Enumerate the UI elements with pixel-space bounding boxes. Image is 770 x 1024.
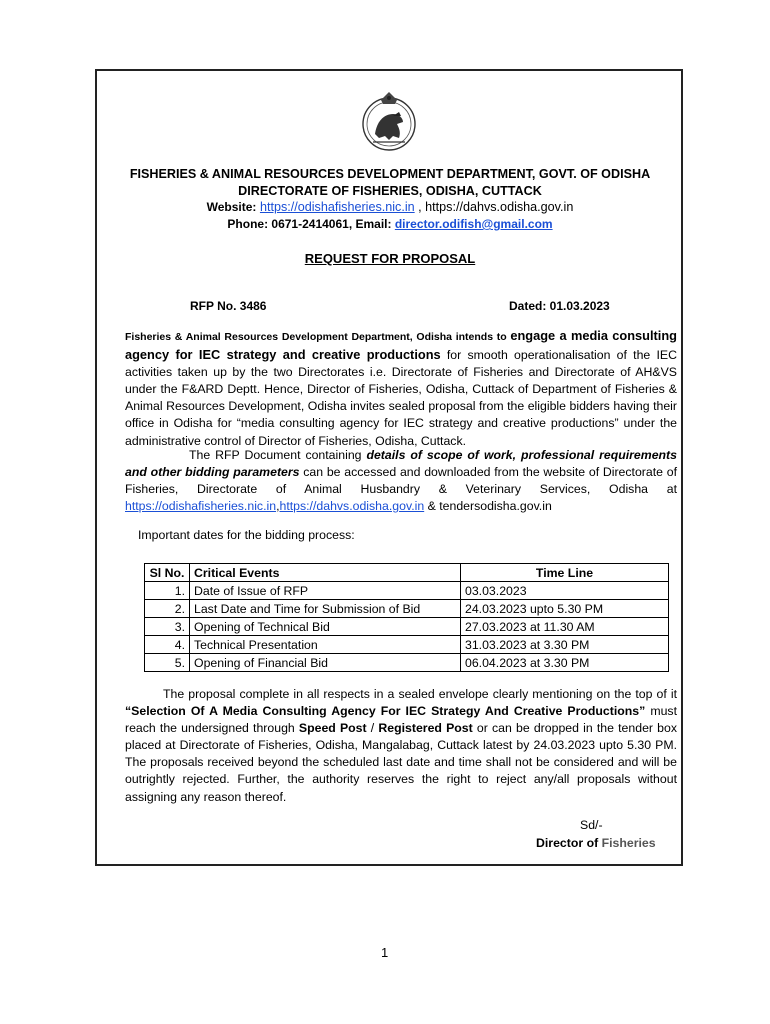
website-dahvs: , https://dahvs.odisha.gov.in <box>418 200 574 214</box>
cell-slno: 5. <box>145 654 190 672</box>
header-events: Critical Events <box>190 564 461 582</box>
intro-lead: Fisheries & Animal Resources Development Department, Odisha intends to <box>125 331 511 343</box>
cell-slno: 1. <box>145 582 190 600</box>
intro-bold: engage a media consulting agency for IEC strategy and creative productions <box>125 328 677 363</box>
cell-timeline: 03.03.2023 <box>461 582 669 600</box>
table-header-row <box>145 564 669 582</box>
header-slno: Sl No. <box>145 564 190 582</box>
critical-dates-table <box>144 563 669 672</box>
cell-slno: 4. <box>145 636 190 654</box>
website-link-fisheries[interactable]: https://odishafisheries.nic.in <box>259 200 415 214</box>
cell-timeline: 06.04.2023 at 3.30 PM <box>461 654 669 672</box>
document-title: REQUEST FOR PROPOSAL <box>304 251 476 266</box>
rfp-date: Dated: 01.03.2023 <box>509 299 610 313</box>
sub-lead: The proposal complete in all respects in a sealed envelope clearly mentioning on the top of it <box>163 687 677 701</box>
rfp-number: RFP No. 3486 <box>190 299 267 313</box>
department-heading: FISHERIES & ANIMAL RESOURCES DEVELOPMENT DEPARTMENT, GOVT. OF ODISHA <box>129 167 651 181</box>
important-dates-label: Important dates for the bidding process: <box>138 528 355 542</box>
email-link[interactable]: director.odifish@gmail.com <box>394 217 553 231</box>
signatory <box>536 836 656 850</box>
link-dahvs[interactable]: https://dahvs.odisha.gov.in <box>279 499 425 514</box>
table-row <box>145 654 669 672</box>
phone-label: Phone: 0671-2414061, Email: <box>227 217 392 231</box>
cell-timeline: 31.03.2023 at 3.30 PM <box>461 636 669 654</box>
link-odishafisheries[interactable]: https://odishafisheries.nic.in <box>125 499 277 514</box>
cell-event: Last Date and Time for Submission of Bid <box>190 600 461 618</box>
intro-paragraph <box>125 327 677 450</box>
sub-mid: must reach the undersigned through <box>125 704 677 736</box>
speed-post: Speed Post <box>298 721 367 736</box>
cell-event: Opening of Technical Bid <box>190 618 461 636</box>
signatory-dept: Fisheries <box>601 836 656 850</box>
sub-rest: or can be dropped in the tender box placed at Directorate of Fisheries, Odisha, Mangalabag, Cuttack latest by 24.03.2023 upto 5.30 PM. The proposals received beyond the scheduled last date and time shall not be considered and will be outrightly rejected. Further, the authority reserves the right to reject any/all proposals without assigning any reason thereof. <box>125 721 677 804</box>
document-paragraph <box>125 447 677 515</box>
signatory-title: Director of <box>536 836 602 850</box>
doc-lead: The RFP Document containing <box>189 448 367 462</box>
cell-timeline: 24.03.2023 upto 5.30 PM <box>461 600 669 618</box>
table-row <box>145 582 669 600</box>
doc-tail: & tendersodisha.gov.in <box>424 499 552 514</box>
website-label: Website: <box>206 200 257 214</box>
table-row <box>145 600 669 618</box>
cell-slno: 3. <box>145 618 190 636</box>
contact-line <box>97 217 683 231</box>
table-row <box>145 618 669 636</box>
registered-post: Registered Post <box>378 721 473 736</box>
website-line <box>97 200 683 214</box>
submission-paragraph <box>125 686 677 806</box>
cell-event: Opening of Financial Bid <box>190 654 461 672</box>
header-timeline: Time Line <box>461 564 669 582</box>
signature-sd: Sd/- <box>580 818 603 832</box>
doc-bold: details of scope of work, professional requirements and other bidding parameters <box>125 448 677 480</box>
page-number: 1 <box>381 945 389 960</box>
doc-mid: can be accessed and downloaded from the website of Directorate of Fisheries, Directorate of Animal Husbandry & Veterinary Services, Odisha at <box>125 465 677 497</box>
sub-title-bold: “Selection Of A Media Consulting Agency For IEC Strategy And Creative Productions” <box>125 704 646 719</box>
cell-event: Date of Issue of RFP <box>190 582 461 600</box>
directorate-heading: DIRECTORATE OF FISHERIES, ODISHA, CUTTACK <box>238 184 542 198</box>
intro-rest: for smooth operationalisation of the IEC activities taken up by the two Directorates i.e. Directorate of Fisheries and Directorate of AH&VS under the F&ARD Deptt. Hence, Director of Fisheries, Odisha, Cuttack of Department of Fisheries & Animal Resources Development, Odisha invites sealed proposal from the eligible bidders having their office in Odisha for “media consulting agency for IEC strategy and creative productions” under the administrative control of Director of Fisheries, Odisha, Cuttack. <box>125 348 677 448</box>
odisha-emblem-icon <box>359 90 419 156</box>
sub-slash: / <box>366 721 379 736</box>
cell-event: Technical Presentation <box>190 636 461 654</box>
cell-slno: 2. <box>145 600 190 618</box>
cell-timeline: 27.03.2023 at 11.30 AM <box>461 618 669 636</box>
table-row <box>145 636 669 654</box>
link-separator: , <box>276 499 280 514</box>
